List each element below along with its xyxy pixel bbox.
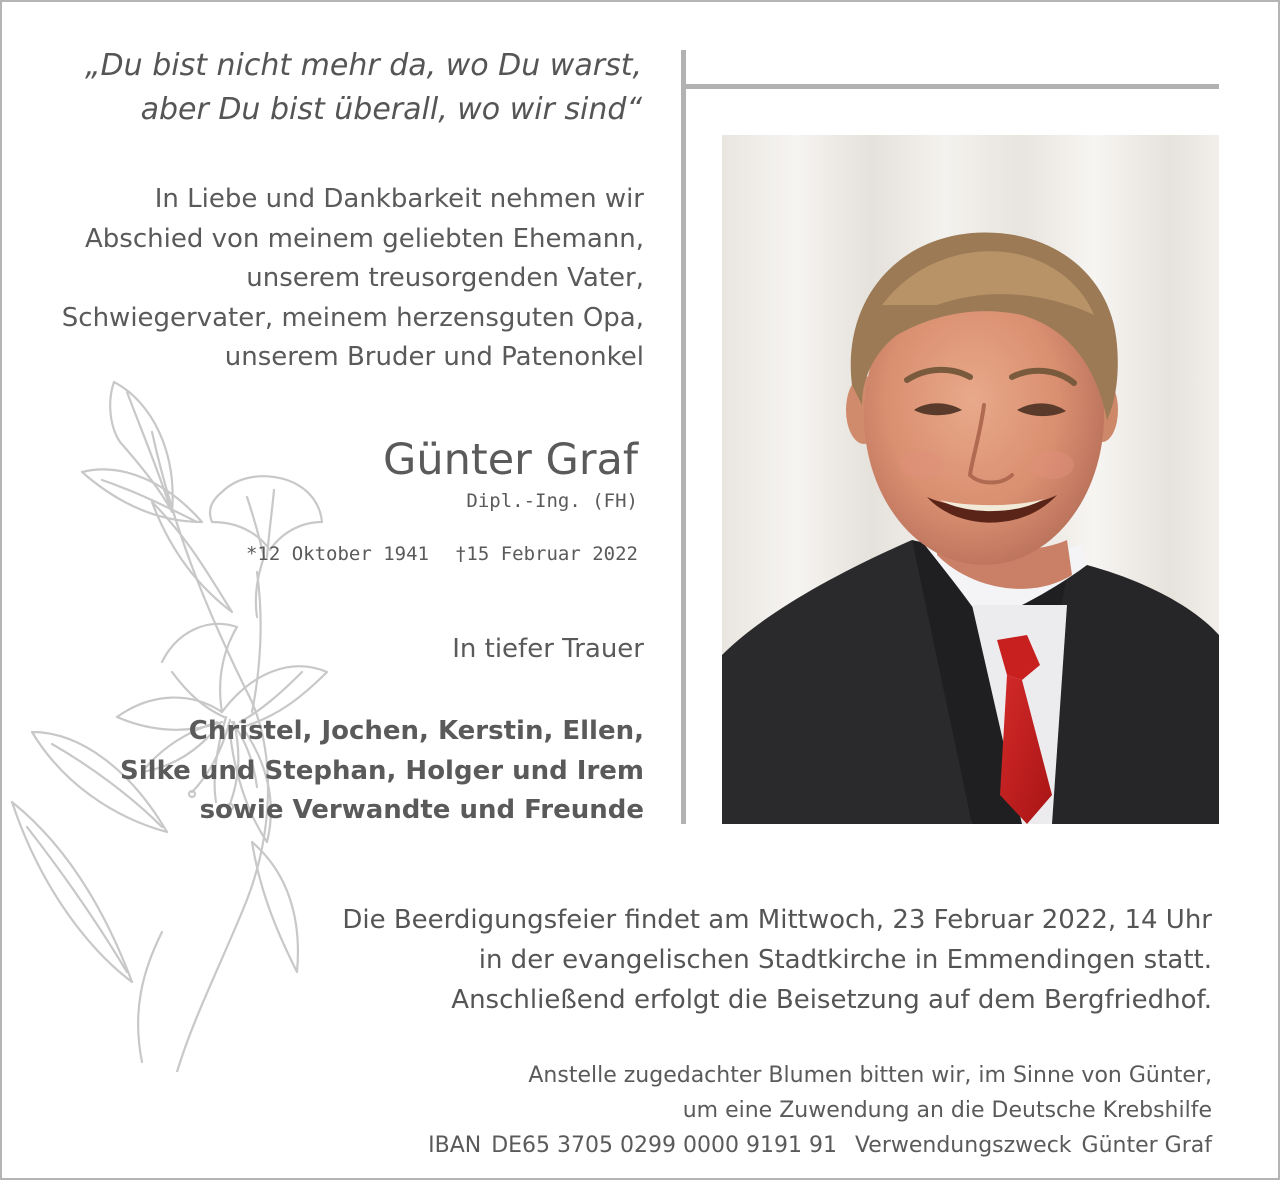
portrait-photo [722, 135, 1219, 824]
death-date: †15 Februar 2022 [454, 543, 638, 565]
mourners-list [120, 712, 644, 831]
cross-vertical-bar [681, 50, 686, 824]
donation-line: Anstelle zugedachter Blumen bitten wir, im Sinne von Günter, [528, 1063, 1212, 1088]
intro-line: In Liebe und Dankbarkeit nehmen wir [154, 184, 644, 214]
mourning-label: In tiefer Trauer [452, 634, 644, 664]
mourners-line: Silke und Stephan, Holger und Irem [120, 755, 644, 786]
funeral-line: Anschließend erfolgt die Beisetzung auf dem Bergfriedhof. [451, 985, 1212, 1015]
deceased-degree: Dipl.-Ing. (FH) [466, 490, 638, 512]
birth-date: *12 Oktober 1941 [245, 543, 429, 565]
quote-line: „Du bist nicht mehr da, wo Du warst, [85, 48, 642, 83]
intro-line: Abschied von meinem geliebten Ehemann, [84, 223, 644, 254]
donation-line: um eine Zuwendung an die Deutsche Krebshilfe [682, 1098, 1212, 1123]
mourners-line: Christel, Jochen, Kerstin, Ellen, [188, 716, 644, 746]
iban-value: DE65 3705 0299 0000 9191 91 [491, 1133, 837, 1158]
donation-bank-line [428, 1128, 1212, 1163]
intro-line: Schwiegervater, meinem herzensguten Opa, [61, 302, 644, 333]
funeral-info [342, 900, 1212, 1020]
intro-text [62, 180, 644, 378]
purpose-label: Verwendungszweck [854, 1133, 1072, 1158]
life-dates [246, 540, 638, 568]
mourners-line: sowie Verwandte und Freunde [199, 795, 644, 825]
cross-horizontal-bar [681, 84, 1219, 89]
deceased-name: Günter Graf [383, 435, 638, 485]
quote [85, 44, 642, 132]
intro-line: unserem Bruder und Patenonkel [224, 342, 644, 372]
funeral-line: in der evangelischen Stadtkirche in Emmendingen statt. [478, 945, 1212, 975]
intro-line: unserem treusorgenden Vater, [246, 263, 644, 293]
iban-label: IBAN [428, 1133, 482, 1158]
funeral-line: Die Beerdigungsfeier findet am Mittwoch, 23 Februar 2022, 14 Uhr [342, 905, 1212, 935]
quote-line: aber Du bist überall, wo wir sind“ [140, 92, 642, 127]
purpose-value: Günter Graf [1081, 1133, 1212, 1158]
donation-info [428, 1058, 1212, 1163]
